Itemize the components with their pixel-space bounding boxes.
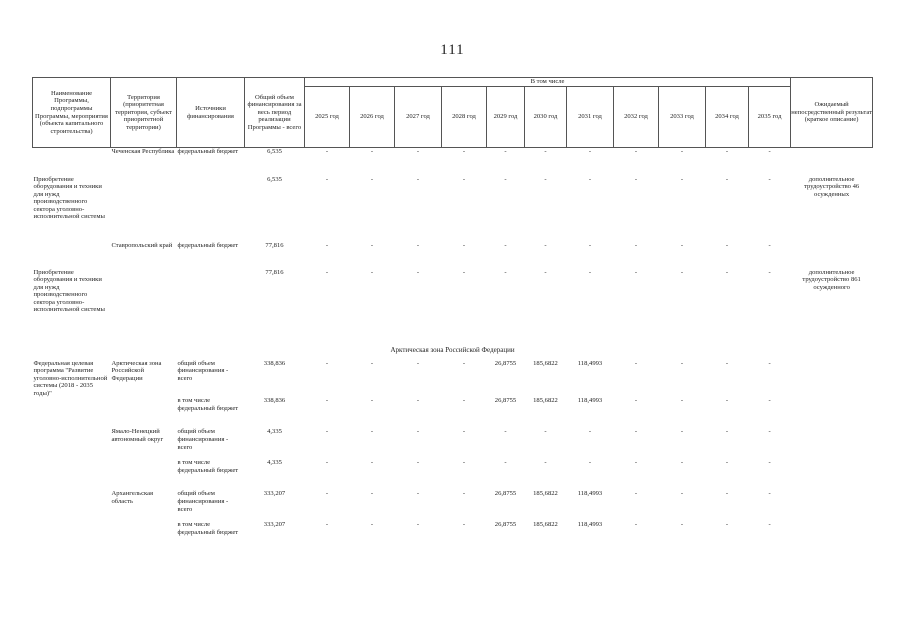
cell-year: - (680, 241, 684, 249)
cell-year: - (370, 459, 374, 467)
table-row (33, 428, 873, 459)
cell-source: в том числе федеральный бюджет (177, 459, 239, 475)
cell-year: - (370, 175, 374, 183)
cell-name: Федеральная целевая программа "Развитие уголовно-исполнительной системы (2018 - 2035 годы)" (33, 359, 108, 397)
cell-year: - (325, 175, 329, 183)
header-year: 2025 год (305, 87, 350, 148)
cell-year: - (634, 397, 638, 405)
cell-year: - (725, 459, 729, 467)
program-funding-table (32, 77, 873, 552)
cell-year: - (370, 490, 374, 498)
cell-year: - (462, 428, 466, 436)
cell-name (33, 148, 111, 176)
cell-name (33, 459, 111, 490)
cell-total: 6,535 (267, 148, 282, 155)
cell-result (791, 521, 873, 552)
cell-year: - (325, 268, 329, 276)
cell-territory (111, 269, 177, 338)
cell-year: - (544, 148, 547, 155)
cell-result (791, 490, 873, 521)
cell-year: 26,8755 (494, 359, 517, 367)
cell-territory: Ставропольский край (111, 241, 173, 249)
cell-year: 118,4993 (577, 397, 603, 405)
cell-source (177, 176, 245, 242)
cell-year: - (462, 397, 466, 405)
cell-year: - (370, 397, 374, 405)
cell-year: - (768, 241, 771, 249)
header-territory: Территория (приоритетная территория, субъект приоритетной территории) (111, 78, 177, 148)
cell-name (33, 397, 111, 428)
cell-territory: Архангельская область (111, 490, 154, 506)
cell-year: - (634, 148, 638, 155)
table-row (33, 360, 873, 398)
cell-year: - (588, 268, 592, 276)
header-including: В том числе (305, 78, 791, 87)
cell-year: - (768, 268, 771, 276)
header-year: 2034 год (706, 87, 749, 148)
header-year: 2032 год (614, 87, 659, 148)
cell-year: - (634, 521, 638, 529)
cell-year: - (768, 490, 771, 498)
cell-year: - (504, 268, 507, 276)
cell-year: 118,4993 (577, 490, 603, 498)
cell-year: - (504, 241, 507, 249)
cell-year: - (462, 490, 466, 498)
header-year: 2028 год (442, 87, 487, 148)
cell-total: 77,816 (265, 268, 284, 276)
table-body (33, 148, 873, 553)
cell-year: - (680, 175, 684, 183)
cell-year: - (416, 521, 420, 529)
cell-year: - (588, 148, 592, 155)
cell-year: - (416, 490, 420, 498)
cell-year: - (768, 459, 771, 467)
table-row (33, 269, 873, 338)
cell-year: - (462, 175, 466, 183)
cell-year: - (504, 148, 507, 155)
cell-year: - (416, 241, 420, 249)
cell-result (791, 242, 873, 269)
cell-year: - (544, 428, 547, 436)
cell-result: дополнительное трудоустройство 46 осужденных (804, 175, 860, 198)
cell-year: - (325, 148, 329, 155)
cell-total: 338,836 (263, 397, 286, 405)
cell-year: - (588, 459, 592, 467)
cell-year: 26,8755 (494, 521, 517, 529)
cell-year: - (370, 359, 374, 367)
cell-result: дополнительное трудоустройство 861 осужденного (802, 268, 861, 291)
table-row (33, 459, 873, 490)
header-year: 2031 год (567, 87, 614, 148)
cell-territory: Ямало-Ненецкий автономный округ (111, 428, 164, 444)
section-row (33, 338, 873, 360)
cell-year: - (634, 241, 638, 249)
cell-year: - (544, 175, 547, 183)
header-year: 2033 год (659, 87, 706, 148)
cell-year: - (634, 459, 638, 467)
cell-territory (111, 459, 177, 490)
cell-territory (111, 521, 177, 552)
cell-year: - (768, 428, 771, 436)
cell-year: - (544, 459, 547, 467)
cell-year: - (680, 268, 684, 276)
cell-source: федеральный бюджет (177, 241, 239, 249)
cell-year: - (725, 268, 729, 276)
cell-source: в том числе федеральный бюджет (177, 521, 239, 537)
table-row (33, 176, 873, 242)
cell-year: - (504, 175, 507, 183)
cell-name (33, 490, 111, 521)
cell-year: - (325, 490, 329, 498)
page-number: 111 (440, 42, 465, 58)
cell-year: - (504, 428, 507, 436)
cell-name (33, 242, 111, 269)
cell-result (791, 459, 873, 490)
cell-year: - (588, 428, 592, 436)
cell-year: - (768, 521, 771, 529)
cell-year: - (544, 241, 547, 249)
cell-year: - (325, 428, 329, 436)
header-name: Наименование Программы, подпрограммы Программы, мероприятия (объекта капитального строительства) (33, 78, 111, 148)
cell-year: - (680, 521, 684, 529)
cell-territory (111, 176, 177, 242)
cell-total: 338,836 (263, 359, 286, 367)
cell-year: - (634, 428, 638, 436)
cell-name (33, 521, 111, 552)
cell-year: - (370, 521, 374, 529)
table-row (33, 148, 873, 176)
header-year: 2027 год (395, 87, 442, 148)
cell-total: 4,335 (267, 459, 282, 467)
section-title: Арктическая зона Российской Федерации (390, 345, 515, 354)
cell-year: 26,8755 (494, 397, 517, 405)
cell-year: - (725, 490, 729, 498)
cell-year: - (370, 241, 374, 249)
cell-territory: Чеченская Республика (111, 148, 175, 155)
cell-source: в том числе федеральный бюджет (177, 397, 239, 413)
cell-year: - (680, 148, 684, 155)
cell-result (791, 428, 873, 459)
cell-total: 6,535 (267, 175, 282, 183)
cell-year: - (634, 175, 638, 183)
cell-year: - (768, 397, 771, 405)
cell-year: - (504, 459, 507, 467)
header-year: 2029 год (487, 87, 525, 148)
cell-territory (111, 397, 177, 428)
cell-result (791, 360, 873, 398)
cell-total: 333,207 (263, 490, 286, 498)
cell-territory: Арктическая зона Российской Федерации (111, 359, 162, 382)
cell-year: 118,4993 (577, 521, 603, 529)
cell-year: - (325, 521, 329, 529)
cell-year: - (370, 148, 374, 155)
cell-year: - (325, 459, 329, 467)
cell-year: - (768, 359, 771, 367)
cell-total: 77,816 (265, 241, 284, 249)
cell-year: - (462, 148, 466, 155)
cell-year: - (680, 459, 684, 467)
cell-year: - (634, 359, 638, 367)
cell-year: - (588, 175, 592, 183)
table-row (33, 397, 873, 428)
cell-total: 333,207 (263, 521, 286, 529)
cell-year: - (416, 428, 420, 436)
cell-source (177, 269, 245, 338)
cell-year: - (725, 148, 729, 155)
cell-name: Приобретение оборудования и техники для нужд производственного сектора уголовно-исполнительной системы (33, 175, 105, 221)
cell-year: - (462, 268, 466, 276)
cell-result (791, 148, 873, 176)
cell-total: 4,335 (267, 428, 282, 436)
cell-year: - (680, 428, 684, 436)
cell-name: Приобретение оборудования и техники для нужд производственного сектора уголовно-исполнительной системы (33, 268, 105, 314)
cell-year: - (680, 490, 684, 498)
cell-year: - (725, 175, 729, 183)
cell-year: - (588, 241, 592, 249)
cell-year: - (725, 241, 729, 249)
cell-year: - (416, 359, 420, 367)
header-year: 2030 год (525, 87, 567, 148)
cell-year: - (325, 241, 329, 249)
cell-year: - (416, 268, 420, 276)
cell-year: - (544, 268, 547, 276)
cell-year: 118,4993 (577, 359, 603, 367)
cell-name (33, 428, 111, 459)
cell-result (791, 397, 873, 428)
cell-year: - (634, 268, 638, 276)
cell-year: - (416, 459, 420, 467)
cell-year: - (462, 521, 466, 529)
cell-year: 185,6822 (533, 397, 558, 405)
header-total: Общий объем финансирования за весь период реализации Программы - всего (245, 78, 305, 148)
cell-year: 26,8755 (494, 490, 517, 498)
table-row (33, 490, 873, 521)
header-year: 2026 год (350, 87, 395, 148)
cell-source: общий объем финансирования - всего (177, 490, 229, 513)
cell-year: - (462, 241, 466, 249)
cell-source: общий объем финансирования - всего (177, 359, 229, 382)
cell-year: - (725, 521, 729, 529)
cell-year: - (462, 359, 466, 367)
cell-year: - (680, 359, 684, 367)
header-result: Ожидаемый непосредственный результат (краткое описание) (791, 78, 873, 148)
cell-source: федеральный бюджет (177, 148, 239, 155)
header-sources: Источники финансирования (177, 78, 245, 148)
table-row (33, 521, 873, 552)
table-header (33, 78, 873, 148)
cell-year: - (416, 397, 420, 405)
cell-year: - (416, 148, 420, 155)
header-year: 2035 год (749, 87, 791, 148)
cell-year: - (325, 397, 329, 405)
cell-year: - (416, 175, 420, 183)
cell-year: - (725, 359, 729, 367)
cell-year: - (634, 490, 638, 498)
cell-year: - (768, 175, 771, 183)
cell-year: - (725, 428, 729, 436)
cell-year: - (725, 397, 729, 405)
cell-source: общий объем финансирования - всего (177, 428, 229, 451)
cell-year: - (370, 428, 374, 436)
cell-year: 185,6822 (533, 359, 558, 367)
cell-year: - (768, 148, 771, 155)
cell-year: - (462, 459, 466, 467)
table-row (33, 242, 873, 269)
cell-year: - (370, 268, 374, 276)
cell-year: 185,6822 (533, 521, 558, 529)
cell-year: - (680, 397, 684, 405)
cell-year: 185,6822 (533, 490, 558, 498)
cell-year: - (325, 359, 329, 367)
